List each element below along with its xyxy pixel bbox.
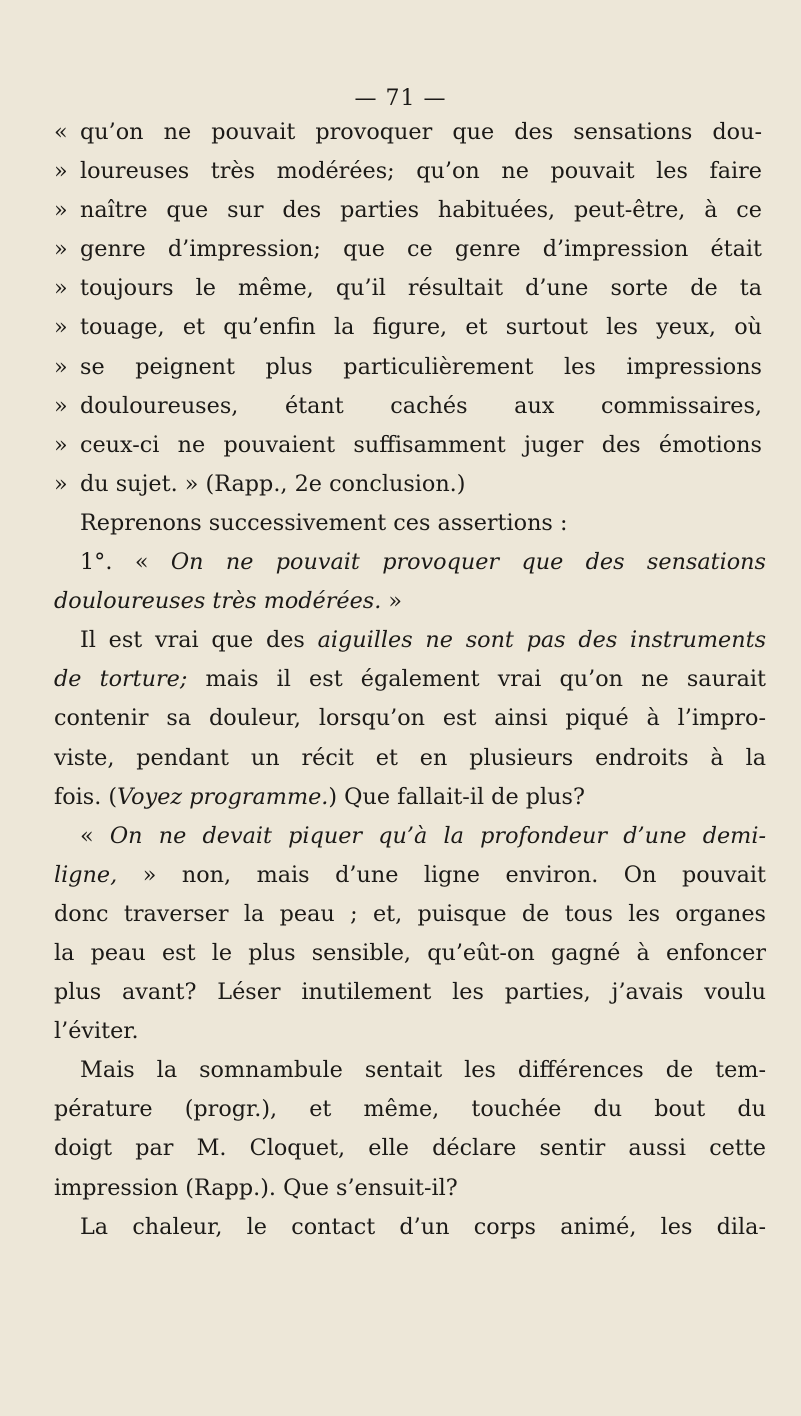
text-run: » non, mais d’une ligne environ. On pouvait: [142, 861, 766, 888]
paragraph-2: [54, 621, 766, 816]
paragraph-line: plus avant? Léser inutilement les parties, j’avais voulu: [54, 979, 766, 1006]
text-run: mais il est également vrai qu’on ne saurait: [205, 666, 766, 693]
quote-line: [54, 191, 766, 230]
paragraph-line: donc traverser la peau ; et, puisque de tous les organes: [54, 900, 766, 927]
quote-mark: »: [54, 197, 68, 224]
paragraph-line: [54, 660, 766, 699]
quote-text: naître que sur des parties habituées, peut-être, à ce: [80, 197, 762, 224]
quote-text: genre d’impression; que ce genre d’impression était: [80, 236, 762, 263]
quote-mark: «: [54, 119, 68, 145]
paragraph-reprenons: [54, 504, 766, 543]
italic-run: de torture;: [54, 666, 188, 693]
quoted-assertion: douloureuses très modérées.: [54, 588, 382, 615]
paragraph-line: la peau est le plus sensible, qu’eût-on gagné à enfoncer: [54, 939, 766, 966]
quote-mark: »: [54, 392, 68, 419]
open-quote: «: [134, 549, 149, 576]
quote-line: [54, 230, 766, 269]
paragraph-line: Mais la somnambule sentait les différences de tem-: [80, 1057, 766, 1084]
quote-text: qu’on ne pouvait provoquer que des sensations dou-: [80, 119, 762, 145]
quote-text: du sujet. » (Rapp., 2e conclusion.): [80, 470, 466, 497]
page-number: — 71 —: [354, 86, 447, 111]
quote-line: [54, 387, 766, 426]
italic-run: aiguilles ne sont pas des instruments: [317, 627, 766, 654]
quote-mark: »: [54, 431, 68, 458]
quote-mark: »: [54, 236, 68, 263]
text-run: Il est vrai que des: [80, 627, 305, 654]
text-run: fois. (: [54, 783, 118, 810]
paragraph-line: [54, 621, 766, 660]
quoted-passage: [54, 113, 766, 504]
quote-line: [54, 348, 766, 387]
quote-text: douloureuses, étant cachés aux commissaires,: [80, 392, 762, 419]
quote-mark: »: [54, 275, 68, 302]
paragraph-line: doigt par M. Cloquet, elle déclare sentir aussi cette: [54, 1135, 766, 1162]
quote-mark: »: [54, 470, 68, 497]
paragraph-line: Reprenons successivement ces assertions :: [80, 509, 568, 536]
quote-text: se peignent plus particulièrement les impressions: [80, 353, 762, 380]
quote-text: toujours le même, qu’il résultait d’une sorte de ta: [80, 275, 762, 302]
paragraph-line: [54, 856, 766, 895]
paragraph-point-1: [54, 543, 766, 621]
quote-line: [54, 426, 766, 465]
paragraph-line: viste, pendant un récit et en plusieurs endroits à la: [54, 744, 766, 771]
quote-line: [54, 269, 766, 308]
quote-text: ceux-ci ne pouvaient suffisamment juger des émotions: [80, 431, 762, 458]
paragraph-line: [54, 778, 766, 817]
quoted-assertion: On ne pouvait provoquer que des sensations: [170, 549, 766, 576]
paragraph-line: l’éviter.: [54, 1018, 139, 1045]
italic-run: ligne,: [54, 861, 118, 888]
text-run: ) Que fallait-il de plus?: [328, 783, 585, 810]
quote-line: [54, 113, 766, 152]
paragraph-4: [54, 1051, 766, 1207]
paragraph-line: [54, 582, 766, 621]
quote-mark: »: [54, 314, 68, 341]
paragraph-line: La chaleur, le contact d’un corps animé, les dila-: [80, 1213, 766, 1240]
paragraph-5: [54, 1208, 766, 1247]
quote-mark: »: [54, 158, 68, 185]
italic-run: On ne devait piquer qu’à la profondeur d’une demi-: [109, 822, 766, 849]
close-quote: »: [388, 588, 403, 615]
quote-line: [54, 465, 766, 504]
paragraph-line: [54, 543, 766, 582]
body-text: [54, 113, 766, 1247]
paragraph-line: [54, 817, 766, 856]
point-number: 1°.: [80, 549, 113, 576]
paragraph-line: impression (Rapp.). Que s’ensuit-il?: [54, 1174, 458, 1201]
paragraph-line: contenir sa douleur, lorsqu’on est ainsi piqué à l’impro-: [54, 705, 766, 732]
quote-mark: »: [54, 353, 68, 380]
quote-line: [54, 308, 766, 347]
paragraph-3: [54, 817, 766, 1052]
quote-text: touage, et qu’enfin la figure, et surtout les yeux, où: [80, 314, 762, 341]
quote-line: [54, 152, 766, 191]
italic-run: Voyez programme.: [117, 783, 329, 810]
quote-text: loureuses très modérées; qu’on ne pouvait les faire: [80, 158, 762, 185]
paragraph-line: pérature (progr.), et même, touchée du bout du: [54, 1096, 766, 1123]
open-quote: «: [80, 822, 94, 849]
